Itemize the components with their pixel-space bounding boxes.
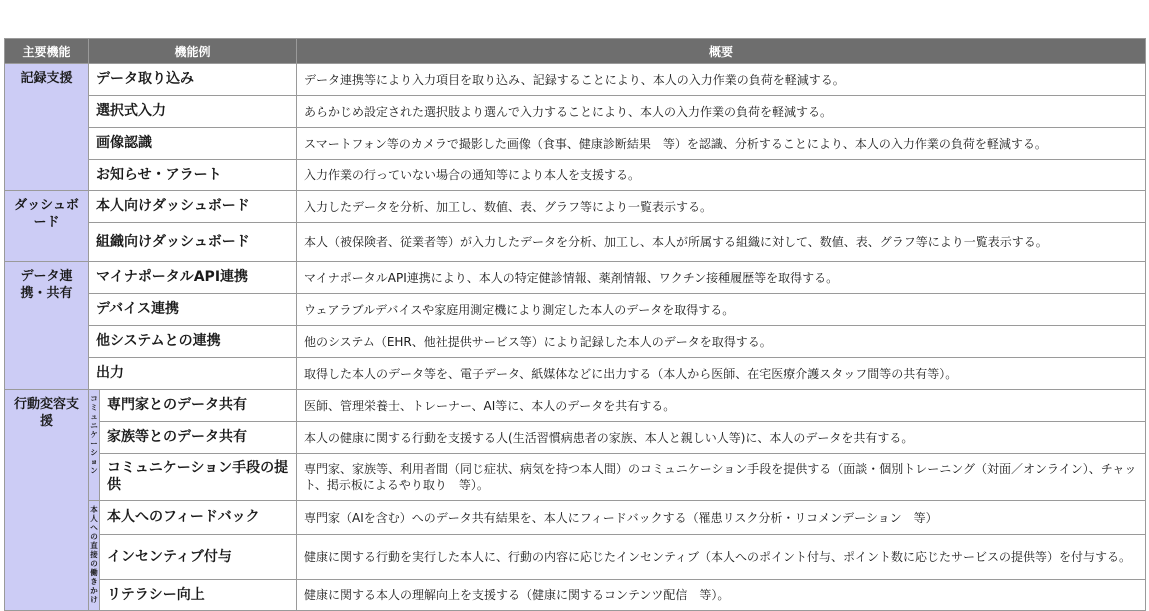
table-row (5, 262, 1146, 294)
table-row (5, 294, 1146, 326)
subcategory-direct-label: 本 人 へ の 直 接 の 働 き か け (90, 505, 98, 604)
feature-cell: 本人へのフィードバック (100, 501, 297, 535)
feature-cell: 専門家とのデータ共有 (100, 390, 297, 422)
table-row (5, 326, 1146, 358)
feature-cell: インセンティブ付与 (100, 535, 297, 580)
summary-cell: スマートフォン等のカメラで撮影した画像（食事、健康診断結果 等）を認識、分析することにより、本人の入力作業の負荷を軽減する。 (297, 128, 1146, 160)
table-row (5, 128, 1146, 160)
table-row (5, 96, 1146, 128)
feature-cell: 選択式入力 (89, 96, 297, 128)
summary-cell: 入力したデータを分析、加工し、数値、表、グラフ等により一覧表示する。 (297, 191, 1146, 223)
summary-cell: データ連携等により入力項目を取り込み、記録することにより、本人の入力作業の負荷を軽減する。 (297, 64, 1146, 96)
feature-cell: 出力 (89, 358, 297, 390)
feature-cell: お知らせ・アラート (89, 160, 297, 191)
header-example: 機能例 (89, 39, 297, 64)
table-row (5, 358, 1146, 390)
function-table (4, 38, 1146, 611)
feature-cell: 他システムとの連携 (89, 326, 297, 358)
table-row (5, 454, 1146, 501)
summary-cell: 専門家、家族等、利用者間（同じ症状、病気を持つ本人間）のコミュニケーション手段を提供する（面談・個別トレーニング（対面／オンライン）、チャット、掲示板によるやり取り 等）。 (297, 454, 1146, 501)
summary-cell: 本人の健康に関する行動を支援する人(生活習慣病患者の家族、本人と親しい人等)に、本人のデータを共有する。 (297, 422, 1146, 454)
feature-cell: リテラシー向上 (100, 580, 297, 611)
summary-cell: 健康に関する本人の理解向上を支援する（健康に関するコンテンツ配信 等）。 (297, 580, 1146, 611)
table-row (5, 390, 1146, 422)
table-row (5, 535, 1146, 580)
feature-cell: マイナポータルAPI連携 (89, 262, 297, 294)
feature-cell: コミュニケーション手段の提供 (100, 454, 297, 501)
table-row (5, 422, 1146, 454)
subcategory-communication-label: コ ミ ュ ニ ケ ー シ ョ ン (90, 394, 98, 475)
summary-cell: 取得した本人のデータ等を、電子データ、紙媒体などに出力する（本人から医師、在宅医療介護スタッフ間等の共有等）。 (297, 358, 1146, 390)
category-behavior: 行動変容支援 (5, 390, 89, 611)
header-summary: 概要 (297, 39, 1146, 64)
feature-cell: 本人向けダッシュボード (89, 191, 297, 223)
feature-cell: 家族等とのデータ共有 (100, 422, 297, 454)
summary-cell: マイナポータルAPI連携により、本人の特定健診情報、薬剤情報、ワクチン接種履歴等を取得する。 (297, 262, 1146, 294)
category-data-link: データ連携・共有 (5, 262, 89, 390)
summary-cell: ウェアラブルデバイスや家庭用測定機により測定した本人のデータを取得する。 (297, 294, 1146, 326)
summary-cell: 入力作業の行っていない場合の通知等により本人を支援する。 (297, 160, 1146, 191)
feature-cell: データ取り込み (89, 64, 297, 96)
table-row (5, 64, 1146, 96)
subcategory-communication (89, 390, 100, 501)
category-record: 記録支援 (5, 64, 89, 191)
table-row (5, 160, 1146, 191)
table-row (5, 223, 1146, 262)
table-row (5, 580, 1146, 611)
summary-cell: 専門家（AIを含む）へのデータ共有結果を、本人にフィードバックする（罹患リスク分析・リコメンデーション 等） (297, 501, 1146, 535)
table-row (5, 191, 1146, 223)
summary-cell: 医師、管理栄養士、トレーナー、AI等に、本人のデータを共有する。 (297, 390, 1146, 422)
category-dashboard: ダッシュボード (5, 191, 89, 262)
feature-cell: 画像認識 (89, 128, 297, 160)
header-main-function: 主要機能 (5, 39, 89, 64)
feature-cell: 組織向けダッシュボード (89, 223, 297, 262)
subcategory-direct (89, 501, 100, 611)
table-header-row (5, 39, 1146, 64)
summary-cell: 健康に関する行動を実行した本人に、行動の内容に応じたインセンティブ（本人へのポイント付与、ポイント数に応じたサービスの提供等）を付与する。 (297, 535, 1146, 580)
summary-cell: 他のシステム（EHR、他社提供サービス等）により記録した本人のデータを取得する。 (297, 326, 1146, 358)
summary-cell: あらかじめ設定された選択肢より選んで入力することにより、本人の入力作業の負荷を軽減する。 (297, 96, 1146, 128)
feature-cell: デバイス連携 (89, 294, 297, 326)
table-row (5, 501, 1146, 535)
summary-cell: 本人（被保険者、従業者等）が入力したデータを分析、加工し、本人が所属する組織に対して、数値、表、グラフ等により一覧表示する。 (297, 223, 1146, 262)
